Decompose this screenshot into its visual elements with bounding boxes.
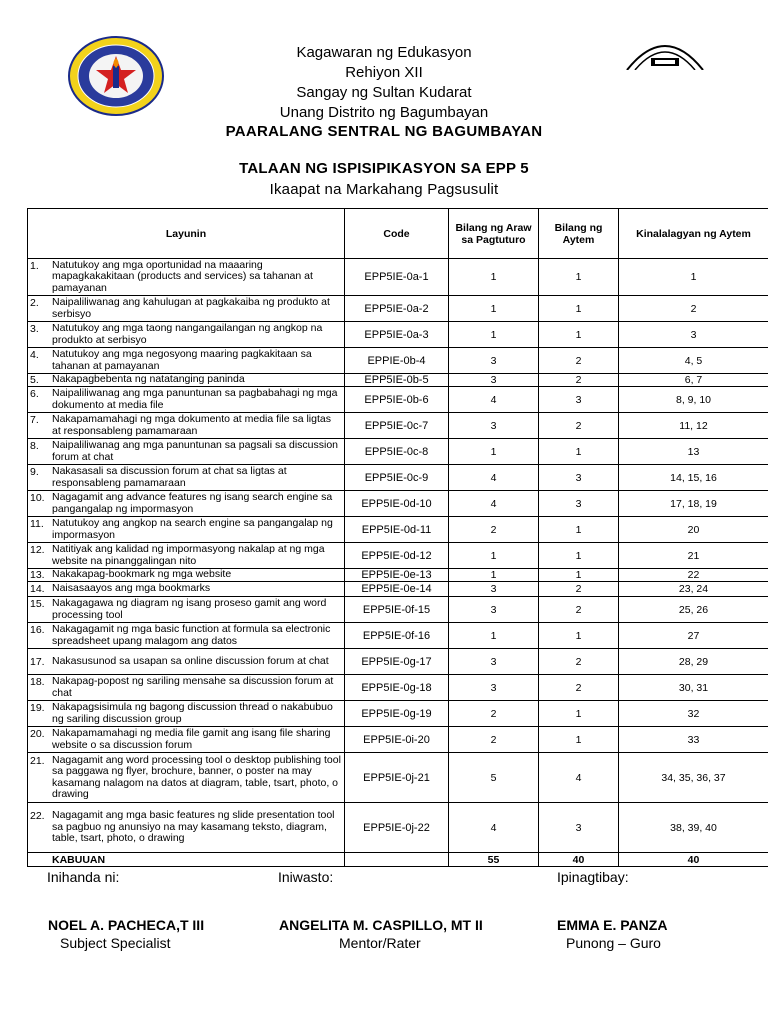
- table-row: [28, 322, 768, 348]
- document-subtitle: Ikaapat na Markahang Pagsusulit: [269, 181, 499, 198]
- objective-number: 2.: [30, 297, 39, 309]
- table-row: [28, 727, 768, 753]
- items-cell: 1: [539, 727, 619, 753]
- table-row: [28, 259, 768, 296]
- code-cell: EPP5IE-0g-17: [345, 649, 449, 675]
- objective-text: Naisasaayos ang mga bookmarks: [52, 582, 211, 594]
- objective-cell: [28, 649, 345, 675]
- table-row: [28, 465, 768, 491]
- objective-text: Nagagamit ang advance features ng isang search engine sa pangangalap ng impormasyon: [52, 491, 333, 515]
- objective-number: 14.: [30, 583, 45, 595]
- table-row: [28, 296, 768, 322]
- table-row: [28, 623, 768, 649]
- items-cell: 1: [539, 543, 619, 569]
- approver-name: EMMA E. PANZA: [557, 917, 668, 933]
- approver-role: Punong – Guro: [566, 935, 661, 951]
- table-row: [28, 491, 768, 517]
- table-row: [28, 413, 768, 439]
- placement-cell: 25, 26: [619, 597, 768, 623]
- placement-cell: 13: [619, 439, 768, 465]
- placement-cell: 14, 15, 16: [619, 465, 768, 491]
- objective-cell: [28, 348, 345, 374]
- checker-role: Mentor/Rater: [339, 935, 421, 951]
- objective-number: 18.: [30, 676, 45, 688]
- placement-cell: 2: [619, 296, 768, 322]
- objective-number: 7.: [30, 414, 39, 426]
- days-cell: 5: [449, 753, 539, 803]
- objective-number: 11.: [30, 518, 44, 530]
- items-cell: 2: [539, 348, 619, 374]
- placement-cell: 21: [619, 543, 768, 569]
- code-cell: EPP5IE-0j-22: [345, 803, 449, 853]
- table-row: [28, 517, 768, 543]
- objective-number: 5.: [30, 374, 39, 386]
- items-cell: 2: [539, 374, 619, 387]
- days-cell: 2: [449, 517, 539, 543]
- items-cell: 2: [539, 413, 619, 439]
- document-title: TALAAN NG ISPISIPIKASYON SA EPP 5: [239, 160, 529, 177]
- table-row: [28, 803, 768, 853]
- col-header-days: Bilang ng Araw sa Pagtuturo: [449, 209, 539, 259]
- objective-cell: [28, 569, 345, 582]
- objective-cell: [28, 623, 345, 649]
- table-row: [28, 675, 768, 701]
- objective-number: 10.: [30, 492, 45, 504]
- objective-cell: [28, 491, 345, 517]
- items-cell: 2: [539, 649, 619, 675]
- checker-name: ANGELITA M. CASPILLO, MT II: [279, 917, 483, 933]
- objective-cell: [28, 701, 345, 727]
- objective-number: 20.: [30, 728, 45, 740]
- placement-cell: 17, 18, 19: [619, 491, 768, 517]
- items-cell: 3: [539, 491, 619, 517]
- days-cell: 3: [449, 597, 539, 623]
- region-name: Rehiyon XII: [345, 64, 423, 81]
- objective-text: Nakasusunod sa usapan sa online discussion forum at chat: [52, 654, 329, 667]
- table-row: [28, 387, 768, 413]
- total-label: KABUUAN: [52, 853, 106, 866]
- placement-cell: 27: [619, 623, 768, 649]
- objective-cell: [28, 675, 345, 701]
- days-cell: 1: [449, 439, 539, 465]
- objective-cell: [28, 387, 345, 413]
- table-row: [28, 597, 768, 623]
- placement-cell: 38, 39, 40: [619, 803, 768, 853]
- placement-cell: 6, 7: [619, 374, 768, 387]
- placement-cell: 34, 35, 36, 37: [619, 753, 768, 803]
- objective-number: 3.: [30, 323, 39, 335]
- days-cell: 4: [449, 491, 539, 517]
- days-cell: 4: [449, 803, 539, 853]
- placement-cell: 20: [619, 517, 768, 543]
- items-cell: 2: [539, 582, 619, 597]
- objective-cell: [28, 296, 345, 322]
- days-cell: 3: [449, 348, 539, 374]
- total-row: [28, 853, 768, 867]
- code-cell: EPP5IE-0e-14: [345, 582, 449, 597]
- objective-text: Naipaliliwanag ang mga panuntunan sa pagsali sa discussion forum at chat: [52, 439, 339, 463]
- preparer-role: Subject Specialist: [60, 935, 171, 951]
- items-cell: 1: [539, 623, 619, 649]
- preparer-name: NOEL A. PACHECA,T III: [48, 917, 205, 933]
- objective-text: Nagagamit ang mga basic features ng slide presentation tool sa pagbuo ng anunsiyo na may kasamang teksto, diagram, table, tsart, photo, o drawing: [52, 809, 335, 845]
- code-cell: EPP5IE-0f-16: [345, 623, 449, 649]
- department-name: Kagawaran ng Edukasyon: [296, 44, 472, 61]
- objective-number: 16.: [30, 624, 45, 636]
- objective-cell: [28, 465, 345, 491]
- days-cell: 1: [449, 543, 539, 569]
- objective-number: 15.: [30, 598, 45, 610]
- placement-cell: 8, 9, 10: [619, 387, 768, 413]
- objective-text: Nagagamit ang word processing tool o desktop publishing tool sa paggawa ng flyer, brochure, banner, o poster na may kasamang nalagom na datos at diagram, table, tsart, photo, o drawing: [52, 753, 341, 800]
- objective-number: 4.: [30, 349, 39, 361]
- objective-text: Nakagagawa ng diagram ng isang proseso gamit ang word processing tool: [52, 597, 327, 621]
- code-cell: EPP5IE-0a-1: [345, 259, 449, 296]
- placement-cell: 32: [619, 701, 768, 727]
- code-cell: EPP5IE-0i-20: [345, 727, 449, 753]
- code-cell: EPP5IE-0b-6: [345, 387, 449, 413]
- table-row: [28, 543, 768, 569]
- items-cell: 3: [539, 803, 619, 853]
- table-row: [28, 569, 768, 582]
- code-cell: EPP5IE-0d-12: [345, 543, 449, 569]
- total-items-cell: 40: [539, 853, 619, 867]
- items-cell: 1: [539, 259, 619, 296]
- code-cell: EPP5IE-0c-7: [345, 413, 449, 439]
- code-cell: EPP5IE-0b-5: [345, 374, 449, 387]
- days-cell: 1: [449, 569, 539, 582]
- objective-number: 1.: [30, 259, 39, 272]
- table-row: [28, 649, 768, 675]
- placement-cell: 1: [619, 259, 768, 296]
- specification-table: [27, 208, 768, 867]
- objective-text: Nakapamamahagi ng mga dokumento at media file sa ligtas at responsableng pamamaraan: [52, 413, 331, 437]
- total-label-cell: [28, 853, 345, 867]
- days-cell: 1: [449, 322, 539, 348]
- table-row: [28, 348, 768, 374]
- approved-by-label: Ipinagtibay:: [557, 869, 629, 885]
- code-cell: EPP5IE-0j-21: [345, 753, 449, 803]
- objective-cell: [28, 582, 345, 597]
- items-cell: 1: [539, 701, 619, 727]
- days-cell: 1: [449, 623, 539, 649]
- days-cell: 2: [449, 727, 539, 753]
- days-cell: 3: [449, 413, 539, 439]
- col-header-items: Bilang ng Aytem: [539, 209, 619, 259]
- code-cell: EPP5IE-0a-3: [345, 322, 449, 348]
- objective-number: 9.: [30, 466, 39, 478]
- objective-number: 21.: [30, 754, 45, 767]
- objective-text: Naipaliliwanag ang kahulugan at pagkakaiba ng produkto at serbisyo: [52, 296, 330, 320]
- table-row: [28, 374, 768, 387]
- placement-cell: 28, 29: [619, 649, 768, 675]
- objective-text: Natutukoy ang mga oportunidad na maaaring mapagkakakitaan (products and services) sa tahanan at pamayanan: [52, 258, 313, 294]
- objective-cell: [28, 439, 345, 465]
- objective-cell: [28, 374, 345, 387]
- items-cell: 2: [539, 597, 619, 623]
- col-header-placement: Kinalalagyan ng Aytem: [619, 209, 768, 259]
- code-cell: EPP5IE-0c-9: [345, 465, 449, 491]
- code-cell: EPP5IE-0d-11: [345, 517, 449, 543]
- objective-number: 6.: [30, 388, 39, 400]
- objective-cell: [28, 259, 345, 296]
- school-name: PAARALANG SENTRAL NG BAGUMBAYAN: [225, 123, 543, 140]
- items-cell: 3: [539, 465, 619, 491]
- objective-text: Natutukoy ang mga negosyong maaring pagkakitaan sa tahanan at pamayanan: [52, 348, 312, 372]
- items-cell: 1: [539, 517, 619, 543]
- objective-text: Nakakapag-bookmark ng mga website: [52, 568, 232, 580]
- code-cell: EPP5IE-0a-2: [345, 296, 449, 322]
- total-days-cell: 55: [449, 853, 539, 867]
- district-name: Unang Distrito ng Bagumbayan: [279, 104, 489, 121]
- placement-cell: 22: [619, 569, 768, 582]
- objective-text: Natitiyak ang kalidad ng impormasyong nakalap at ng mga website na pinanggalingan nito: [52, 543, 325, 567]
- total-placement-cell: 40: [619, 853, 768, 867]
- code-cell: EPP5IE-0c-8: [345, 439, 449, 465]
- col-header-objective: Layunin: [28, 209, 345, 259]
- days-cell: 1: [449, 259, 539, 296]
- table-row: [28, 582, 768, 597]
- objective-text: Nakapagsisimula ng bagong discussion thread o nakabubuo ng sariling discussion group: [52, 701, 333, 725]
- division-name: Sangay ng Sultan Kudarat: [296, 84, 472, 101]
- objective-number: 22.: [30, 810, 45, 823]
- objective-text: Nakagagamit ng mga basic function at formula sa electronic spreadsheet upang malagom ang datos: [52, 623, 331, 647]
- placement-cell: 11, 12: [619, 413, 768, 439]
- objective-number: 19.: [30, 702, 45, 714]
- code-cell: EPP5IE-0d-10: [345, 491, 449, 517]
- days-cell: 3: [449, 374, 539, 387]
- items-cell: 3: [539, 387, 619, 413]
- objective-cell: [28, 413, 345, 439]
- items-cell: 1: [539, 322, 619, 348]
- objective-cell: [28, 803, 345, 853]
- col-header-code: Code: [345, 209, 449, 259]
- placement-cell: 3: [619, 322, 768, 348]
- objective-cell: [28, 597, 345, 623]
- placement-cell: 30, 31: [619, 675, 768, 701]
- code-cell: EPP5IE-0e-13: [345, 569, 449, 582]
- table-row: [28, 439, 768, 465]
- items-cell: 1: [539, 439, 619, 465]
- objective-text: Naipaliliwanag ang mga panuntunan sa pagbabahagi ng mga dokumento at media file: [52, 387, 338, 411]
- objective-number: 13.: [30, 569, 45, 581]
- days-cell: 1: [449, 296, 539, 322]
- placement-cell: 23, 24: [619, 582, 768, 597]
- objective-number: 12.: [30, 544, 45, 556]
- days-cell: 3: [449, 675, 539, 701]
- objective-text: Natutukoy ang angkop na search engine sa pangangalap ng impormasyon: [52, 517, 333, 541]
- table-row: [28, 701, 768, 727]
- items-cell: 1: [539, 569, 619, 582]
- prepared-by-label: Inihanda ni:: [47, 869, 120, 885]
- days-cell: 4: [449, 387, 539, 413]
- placement-cell: 33: [619, 727, 768, 753]
- days-cell: 2: [449, 701, 539, 727]
- objective-number: 17.: [30, 655, 45, 668]
- objective-cell: [28, 322, 345, 348]
- code-cell: EPP5IE-0g-19: [345, 701, 449, 727]
- items-cell: 2: [539, 675, 619, 701]
- items-cell: 1: [539, 296, 619, 322]
- table-row: [28, 753, 768, 803]
- placement-cell: 4, 5: [619, 348, 768, 374]
- objective-text: Nakapag-popost ng sariling mensahe sa discussion forum at chat: [52, 675, 334, 699]
- days-cell: 3: [449, 649, 539, 675]
- objective-cell: [28, 517, 345, 543]
- checked-by-label: Iniwasto:: [278, 869, 334, 885]
- days-cell: 4: [449, 465, 539, 491]
- objective-cell: [28, 543, 345, 569]
- table-body: [28, 259, 768, 867]
- objective-text: Nakapagbebenta ng natatanging paninda: [52, 373, 245, 385]
- objective-text: Natutukoy ang mga taong nangangailangan ng angkop na produkto at serbisyo: [52, 322, 323, 346]
- code-cell: EPPIE-0b-4: [345, 348, 449, 374]
- code-cell: EPP5IE-0g-18: [345, 675, 449, 701]
- objective-text: Nakapamamahagi ng media file gamit ang isang file sharing website o sa discussion forum: [52, 727, 331, 751]
- objective-cell: [28, 727, 345, 753]
- code-cell: EPP5IE-0f-15: [345, 597, 449, 623]
- items-cell: 4: [539, 753, 619, 803]
- days-cell: 3: [449, 582, 539, 597]
- objective-text: Nakasasali sa discussion forum at chat sa ligtas at responsableng pamamaraan: [52, 465, 287, 489]
- objective-cell: [28, 753, 345, 803]
- total-code-cell: [345, 853, 449, 867]
- objective-number: 8.: [30, 440, 39, 452]
